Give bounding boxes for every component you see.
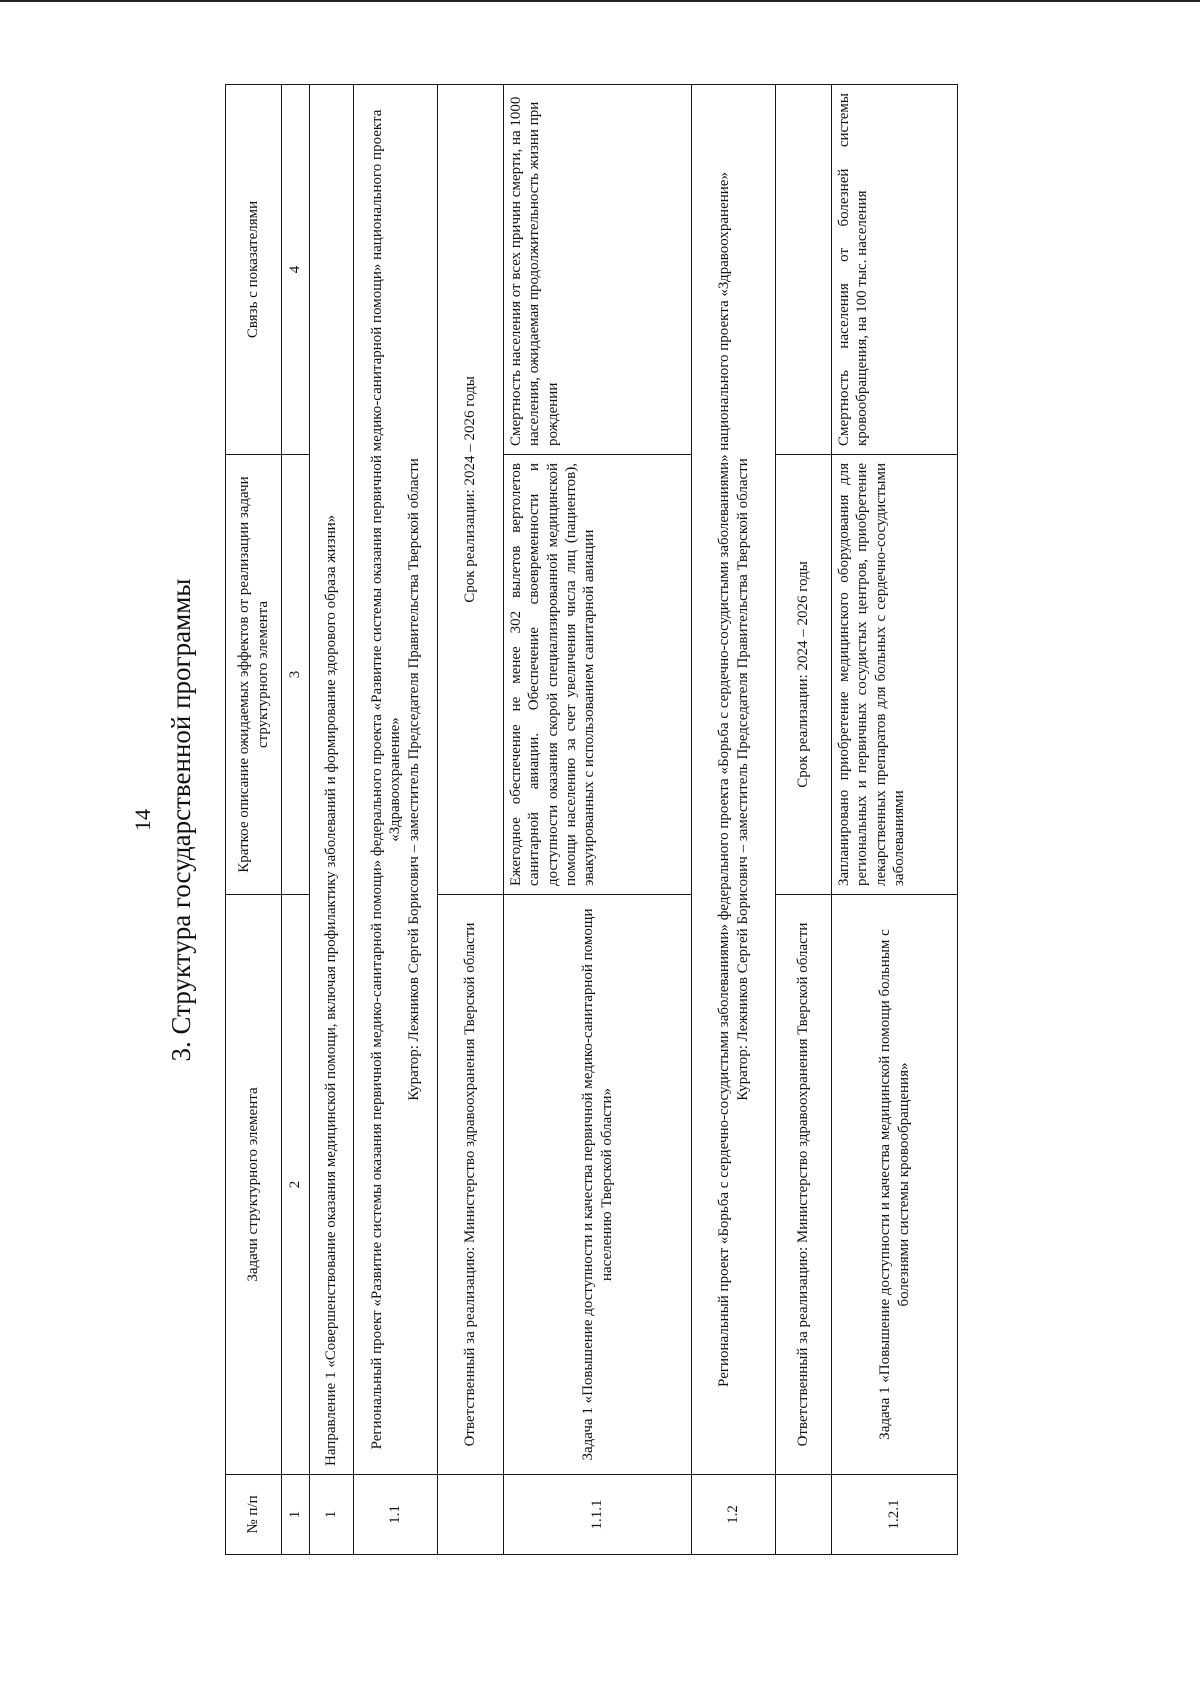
task-1-2-1-effect: Запланировано приобретение медицинского оборудования для региональных и первичных сосудистых центров, приобретение лекарственных препаратов для больных с сердечно-сосудистыми заболеваниями [832,455,958,895]
direction-row [310,85,354,1555]
project-1-2-row [692,85,776,1555]
project-1-2-num: 1.2 [692,1475,776,1555]
project-1-2-responsible-row [776,85,832,1555]
header-effects: Краткое описание ожидаемых эффектов от реализации задачи структурного элемента [226,455,282,895]
header-tasks: Задачи структурного элемента [226,895,282,1475]
task-1-1-1-num: 1.1.1 [504,1475,692,1555]
task-1-2-1-text: Задача 1 «Повышение доступности и качества медицинской помощи больным с болезнями системы кровообращения» [832,895,958,1475]
project-1-1-period: Срок реализации: 2024 – 2026 годы [438,85,504,895]
empty-cell [438,1475,504,1555]
rotated-page [130,85,1090,1555]
header-num: № п/п [226,1475,282,1555]
empty-cell [776,1475,832,1555]
direction-num: 1 [310,1475,354,1555]
task-1-1-1-row [504,85,692,1555]
col-number-4: 4 [282,85,310,455]
scan-top-border [0,0,1200,2]
section-heading: 3. Структура государственной программы [166,578,196,1062]
col-number-1: 1 [282,1475,310,1555]
project-1-1-responsible: Ответственный за реализацию: Министерство здравоохранения Тверской области [438,895,504,1475]
project-1-1-description [354,85,438,1475]
task-1-2-1-row [832,85,958,1555]
task-1-2-1-indicators: Смертность населения от болезней системы кровообращения, на 100 тыс. населения [832,85,958,455]
task-1-1-1-text: Задача 1 «Повышение доступности и качества первичной медико-санитарной помощи населению Тверской области» [504,895,692,1475]
col-number-2: 2 [282,895,310,1475]
table-header-row [226,85,282,1555]
project-1-2-period: Срок реализации: 2024 – 2026 годы [776,455,832,895]
project-1-2-responsible: Ответственный за реализацию: Министерство здравоохранения Тверской области [776,895,832,1475]
page-number: 14 [130,809,155,831]
project-1-1-curator: Куратор: Лежников Сергей Борисович – заместитель Председателя Правительства Тверской области [405,458,422,1101]
project-1-1-responsible-row [438,85,504,1555]
project-1-1-title: Региональный проект «Развитие системы оказания первичной медико-санитарной помощи» федерального проекта «Развитие системы оказания первичной медико-санитарной помощи» национального проекта «Здравоохранение» [369,109,404,1450]
task-1-1-1-effect: Ежегодное обеспечение не менее 302 вылетов вертолетов санитарной авиации. Обеспечение своевременности и доступности оказания скорой специализированной медицинской помощи населению за счет увеличения числа лиц (пациентов), эвакуированных с использованием санитарной авиации [504,455,692,895]
column-number-row [282,85,310,1555]
project-1-1-row [354,85,438,1555]
direction-text: Направление 1 «Совершенствование оказания медицинской помощи, включая профилактику заболеваний и формирование здорового образа жизни» [310,85,354,1475]
project-1-2-title: Региональный проект «Борьба с сердечно-сосудистыми заболеваниями» федерального проекта «Борьба с сердечно-сосудистыми заболеваниями» национального проекта «Здравоохранение» [716,172,733,1387]
col-number-3: 3 [282,455,310,895]
task-1-1-1-indicators: Смертность населения от всех причин смерти, на 1000 населения, ожидаемая продолжительность жизни при рождении [504,85,692,455]
project-1-2-curator: Куратор: Лежников Сергей Борисович – заместитель Председателя Правительства Тверской области [734,458,751,1101]
project-1-2-description [692,85,776,1475]
program-structure-table [225,84,958,1555]
header-indicators: Связь с показателями [226,85,282,455]
project-1-1-num: 1.1 [354,1475,438,1555]
task-1-2-1-num: 1.2.1 [832,1475,958,1555]
empty-cell [776,85,832,455]
